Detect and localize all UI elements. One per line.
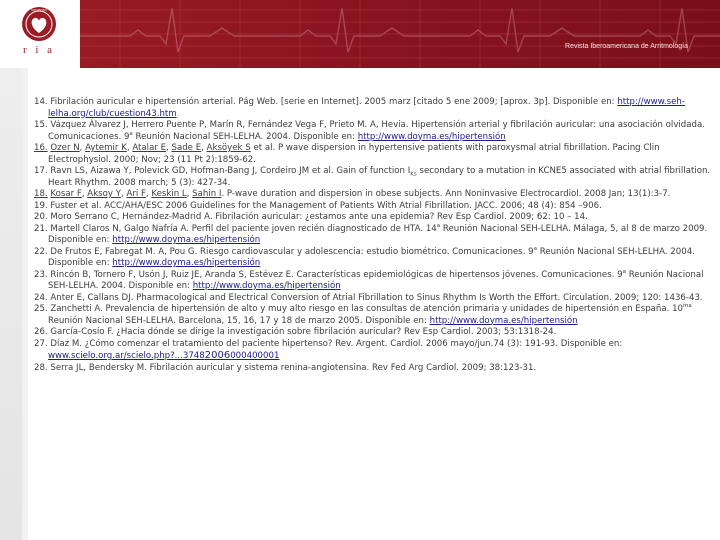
author-separator: , — [186, 189, 193, 199]
reference-text: 28. Serra JL, Bendersky M. Fibrilación auricular y sistema renina-angiotensina. Rev Fed Arg Cardiol. 2009; 38:123-31. — [34, 362, 537, 373]
reference-text: 21. Martell Claros N, Galgo Nafría A. Perfil del paciente joven recién diagnosticado de HTA. 14 — [34, 223, 437, 234]
reference-link[interactable]: http://www.doyma.es/hipertensión — [112, 235, 261, 245]
author-link[interactable]: Atalar E — [132, 143, 167, 153]
reference-17 — [34, 166, 718, 189]
reference-text: 22. De Frutos E, Fabregat M. A, Pou G. Riesgo cardiovascular y adolescencia: estudio biométrico. Comunicaciones. 9 — [34, 246, 534, 257]
reference-text: 27. Díaz M. ¿Cómo comenzar el tratamiento del paciente hipertenso? Rev. Argent. Cardiol. 2006 mayo/jun.74 (3): 191-93. Disponible en: — [34, 338, 623, 349]
reference-text: 26. García-Cosío F. ¿Hacia dónde se dirige la investigación sobre fibrilación auricular? Rev Esp Cardiol. 2003; 53:1318-24. — [34, 327, 557, 337]
reference-number[interactable]: 16. — [34, 143, 48, 153]
ordinal-superscript: a — [129, 130, 133, 137]
logo-text: r i a — [22, 44, 56, 56]
reference-text: Reunión Nacional SEH-LELHA. 2004. Disponible en: — [48, 246, 695, 268]
reference-20 — [34, 212, 718, 224]
link-part: www.scielo.org.ar/scielo.php?...3748 — [48, 351, 205, 361]
author-separator: , — [201, 143, 207, 153]
reference-21 — [34, 224, 718, 247]
author-link[interactable]: Ozer N — [50, 143, 80, 153]
reference-text: 15. Vázquez Álvarez J, Herrero Puente P, Marín R, Fernández Vega F, Prieto M. A, Hevia. Hipertensión arterial y fibrilación auricular: una asociación olvidada. Comunicaciones. 9 — [34, 120, 705, 142]
reference-18 — [34, 189, 718, 201]
reference-link[interactable]: http://www.doyma.es/hipertensión — [112, 258, 261, 268]
logo — [0, 0, 80, 68]
ordinal-superscript: a — [533, 245, 537, 252]
left-margin-bar — [0, 68, 22, 540]
subscript: Ks — [410, 171, 417, 178]
reference-text: . P-wave duration and dispersion in obese subjects. Ann Noninvasive Electrocardiol. 2008 Jan; 13(1):3-7. — [221, 189, 671, 199]
author-separator: , — [79, 143, 86, 153]
author-link[interactable]: Kosar F — [50, 189, 82, 199]
reference-27 — [34, 339, 718, 363]
reference-15 — [34, 120, 718, 143]
author-separator: , — [145, 189, 152, 199]
author-link[interactable]: Keskin L — [151, 189, 187, 199]
author-link[interactable]: Aksoy Y — [87, 189, 121, 199]
reference-26 — [34, 327, 718, 339]
reference-19 — [34, 201, 718, 213]
reference-text: Reunión Nacional SEH-LELHA. 2004. Disponible en: — [48, 269, 704, 291]
reference-text: Reunión Nacional SEH-LELHA. Barcelona, 15, 16, 17 y 18 de marzo 2005. Disponible en: — [48, 315, 427, 326]
reference-25 — [34, 304, 718, 327]
header-banner — [0, 0, 720, 68]
ordinal-superscript: a — [436, 222, 441, 229]
ordinal-superscript: ma — [683, 303, 692, 310]
author-separator: , — [126, 143, 133, 153]
svg-text:SOCIEDAD: SOCIEDAD — [31, 8, 47, 12]
ordinal-superscript: a — [622, 268, 626, 275]
reference-24 — [34, 293, 718, 305]
reference-text: Reunión Nacional SEH-LELHA. 2004. Disponible en: — [135, 131, 355, 142]
author-link[interactable]: Ari F — [126, 189, 146, 199]
reference-text: 25. Zanchetti A. Prevalencia de hipertensión de alto y muy alto riesgo en las consultas de atención primaria y unidades de hipertensión en España. 10 — [34, 304, 684, 314]
ecg-background-graphic — [0, 0, 720, 68]
reference-list — [34, 97, 718, 374]
author-separator: , — [120, 189, 127, 199]
reference-23 — [34, 270, 718, 293]
reference-text: 23. Rincón B, Tornero F, Usón J, Ruiz JE, Aranda S, Estévez E. Características epidemiológicas de hipertensos jóvenes. Comunicaciones. 9 — [34, 269, 623, 280]
reference-text: 24. Anter E, Callans DJ. Pharmacological and Electrical Conversion of Atrial Fibrillation to Sinus Rhythm Is Worth the Effort. Circulation. 2009; 120: 1436-43. — [34, 292, 703, 303]
author-link[interactable]: Aytemir K — [85, 143, 127, 153]
reference-16 — [34, 143, 718, 166]
reference-link[interactable]: http://www.seh-lelha.org/club/cuestion43.htm — [48, 97, 685, 119]
reference-link[interactable]: http://www.doyma.es/hipertensión — [429, 315, 578, 326]
reference-text: 19. Fuster et al. ACC/AHA/ESC 2006 Guidelines for the Management of Patients With Atrial Fibrillation. JACC. 2006; 48 (4): 854 –906. — [34, 200, 602, 211]
heart-logo-icon — [0, 0, 80, 68]
author-link[interactable]: Aksöyek S — [206, 143, 251, 153]
reference-text: et al. P wave dispersion in hypertensive patients with paroxysmal atrial fibrillation. Pacing Clin Electrophysiol. 2000; Nov; 23 (11 Pt 2):1859-62. — [48, 143, 660, 165]
left-margin-bar-inner — [22, 68, 28, 540]
link-part: 2006 — [204, 350, 231, 361]
journal-title: Revista Iberoamericana de Arritmología — [565, 43, 688, 50]
reference-text: secondary to a mutation in KCNE5 associated with atrial fibrillation. Heart Rhythm. 2008 march; 5 (3): 427-34. — [48, 166, 711, 188]
author-separator: , — [81, 189, 88, 199]
reference-text: 20. Moro Serrano C, Hernández-Madrid A. Fibrilación auricular: ¿estamos ante una epidemia? Rev Esp Cardiol. 2009; 62: 10 – 14. — [34, 212, 588, 222]
reference-28 — [34, 363, 718, 375]
author-link[interactable]: Sahin I — [192, 189, 222, 199]
link-part: 000400001 — [230, 351, 280, 361]
reference-text: Reunión Nacional SEH-LELHA. Málaga, 5, al 8 de marzo 2009. Disponible en: — [48, 223, 708, 245]
reference-text: 17. Ravn LS, Aizawa Y, Polevick GD, Hofman-Bang J, Cordeiro JM et al. Gain of function I — [34, 166, 411, 176]
reference-link[interactable]: http://www.doyma.es/hipertensión — [357, 131, 506, 142]
reference-link[interactable] — [48, 351, 279, 361]
reference-number[interactable]: 18. — [34, 189, 48, 199]
reference-link[interactable]: http://www.doyma.es/hipertensión — [192, 281, 341, 291]
author-link[interactable]: Sade E — [171, 143, 202, 153]
reference-22 — [34, 247, 718, 270]
reference-14 — [34, 97, 718, 120]
reference-text: 14. Fibrilación auricular e hipertensión arterial. Pág Web. [serie en Internet]. 2005 marz [citado 5 ene 2009; [aprox. 3p]. Disponible en: — [34, 97, 615, 107]
author-separator: , — [166, 143, 172, 153]
